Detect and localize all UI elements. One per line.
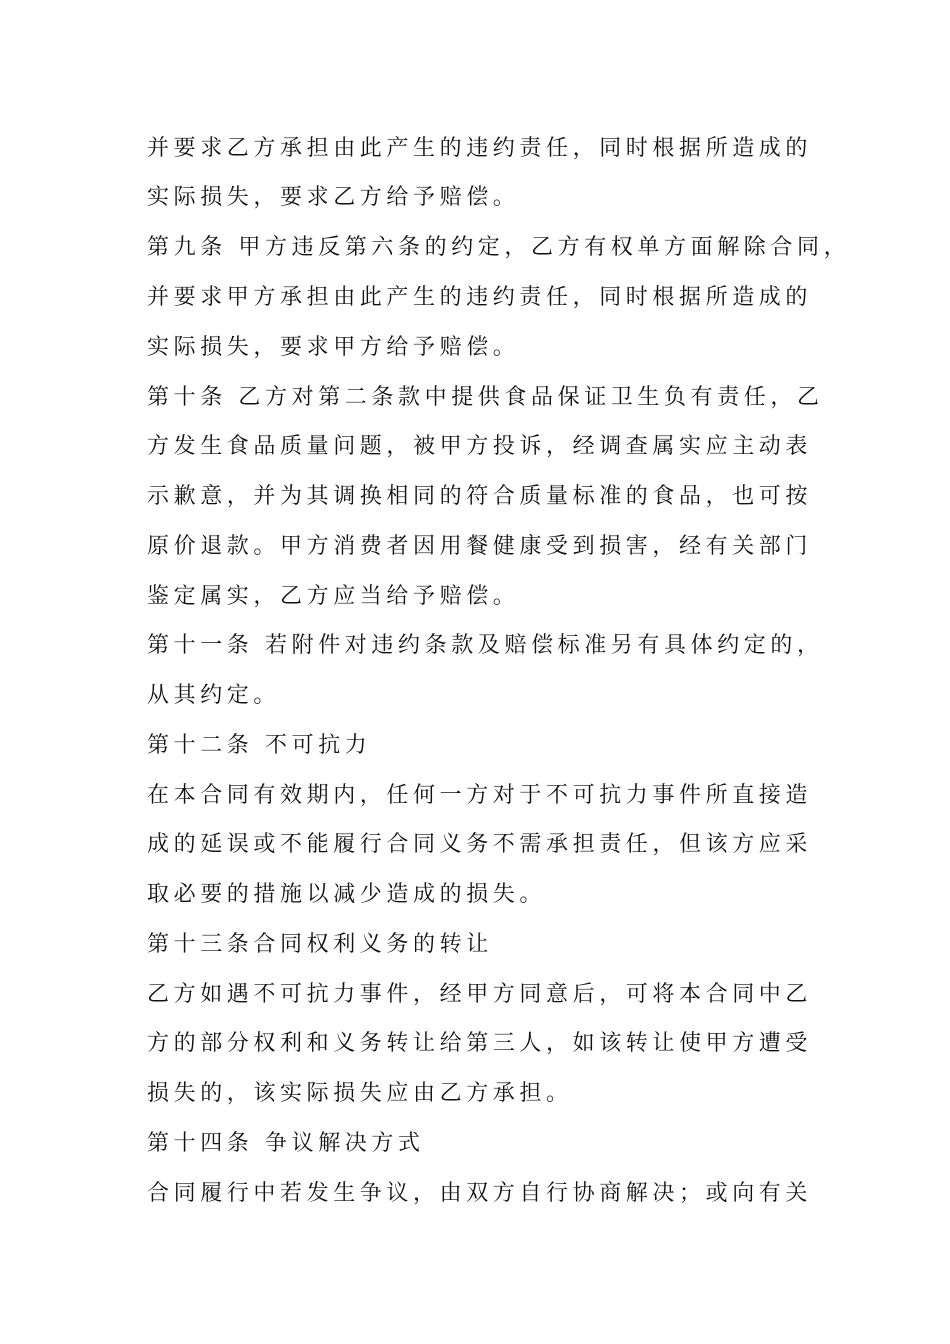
paragraph-line: 示歉意，并为其调换相同的符合质量标准的食品，也可按	[147, 484, 813, 509]
paragraph-line: 并要求甲方承担由此产生的违约责任，同时根据所造成的	[147, 285, 813, 310]
paragraph-line: 乙方如遇不可抗力事件，经甲方同意后，可将本合同中乙	[147, 982, 813, 1007]
paragraph-line: 鉴定属实，乙方应当给予赔偿。	[147, 584, 520, 609]
article-14-heading: 第十四条 争议解决方式	[147, 1131, 425, 1156]
paragraph-line: 损失的，该实际损失应由乙方承担。	[147, 1081, 573, 1106]
paragraph-line: 合同履行中若发生争议，由双方自行协商解决；或向有关	[147, 1181, 813, 1206]
paragraph-line: 成的延误或不能履行合同义务不需承担责任，但该方应采	[147, 832, 813, 857]
article-10-heading-line: 第十条 乙方对第二条款中提供食品保证卫生负有责任，乙	[147, 385, 824, 410]
paragraph-line: 并要求乙方承担由此产生的违约责任，同时根据所造成的	[147, 136, 813, 161]
paragraph-line: 在本合同有效期内，任何一方对于不可抗力事件所直接造	[147, 783, 813, 808]
paragraph-line: 方的部分权利和义务转让给第三人，如该转让使甲方遭受	[147, 1031, 813, 1056]
article-12-heading: 第十二条 不可抗力	[147, 733, 372, 758]
paragraph-line: 实际损失，要求乙方给予赔偿。	[147, 185, 520, 210]
paragraph-line: 取必要的措施以减少造成的损失。	[147, 882, 547, 907]
paragraph-line: 实际损失，要求甲方给予赔偿。	[147, 335, 520, 360]
paragraph-line: 原价退款。甲方消费者因用餐健康受到损害，经有关部门	[147, 534, 813, 559]
paragraph-line: 从其约定。	[147, 683, 281, 708]
paragraph-line: 方发生食品质量问题，被甲方投诉，经调查属实应主动表	[147, 434, 813, 459]
article-13-heading: 第十三条合同权利义务的转让	[147, 932, 493, 957]
article-11-heading-line: 第十一条 若附件对违约条款及赔偿标准另有具体约定的，	[147, 633, 824, 658]
article-9-heading-line: 第九条 甲方违反第六条的约定，乙方有权单方面解除合同，	[147, 235, 851, 260]
